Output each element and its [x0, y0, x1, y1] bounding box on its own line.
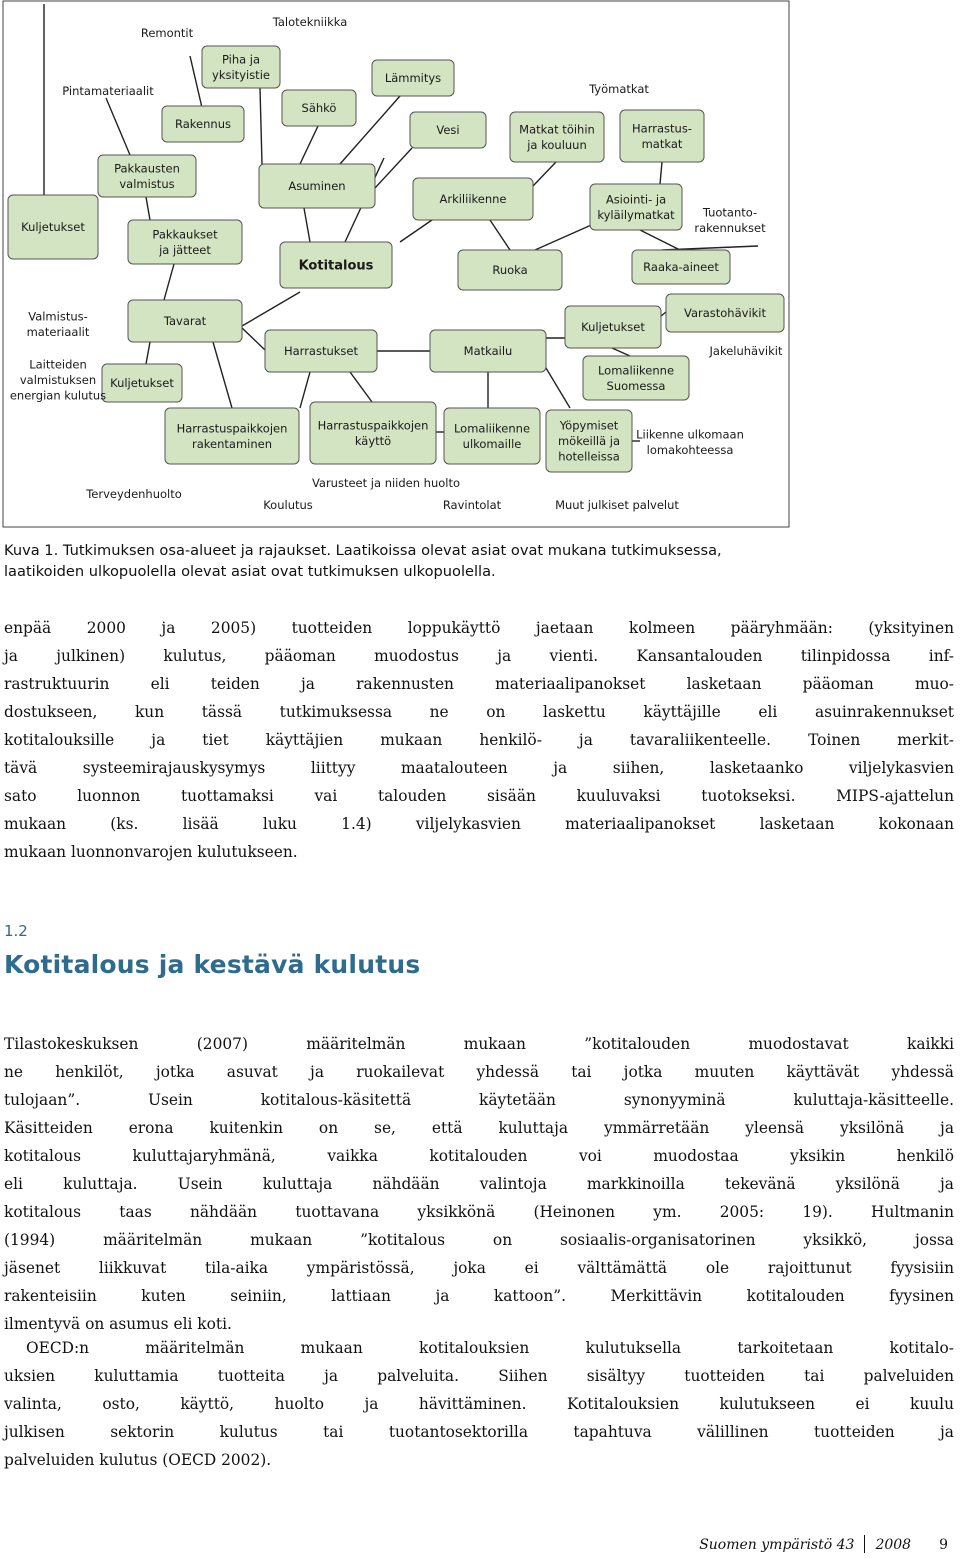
- text-line: valinta, osto, käyttö, huolto ja hävittäminen. Kotitalouksien kulutukseen ei kuulu: [4, 1395, 954, 1413]
- text-line: ilmentyvä on asumus eli koti.: [4, 1315, 232, 1333]
- box-label: Matkat töihin ja kouluun: [519, 122, 595, 152]
- box-harrastuspaikkojen-rakentaminen: [165, 408, 299, 464]
- box-pakkaukset: [128, 220, 242, 264]
- paragraph-1: [4, 614, 954, 866]
- box-harrastuspaikkojen-kaytto: [310, 402, 436, 464]
- text-line: OECD:n määritelmän mukaan kotitalouksien kulutuksella tarkoitetaan kotitalo-: [26, 1339, 954, 1357]
- connector-line: [260, 88, 262, 164]
- caption-line-1: Kuva 1. Tutkimuksen osa-alueet ja rajaukset. Laatikoissa olevat asiat ovat mukana tutkimuksessa,: [4, 542, 722, 559]
- scope-diagram: [0, 0, 960, 532]
- text-line: tävä systeemirajauskysymys liittyy maatalouteen ja siihen, lasketaanko viljelykasvien: [4, 759, 954, 777]
- text-line: mukaan (ks. lisää luku 1.4) viljelykasvien materiaalipanokset lasketaan kokonaan: [4, 815, 954, 833]
- outside-label-talotekniikka: Talotekniikka: [272, 15, 348, 30]
- footer-separator: [864, 1535, 865, 1553]
- connector-line: [375, 148, 412, 188]
- text-line: Tilastokeskuksen (2007) määritelmän mukaan ”kotitalouden muodostavat kaikki: [4, 1035, 954, 1053]
- text-line: enpää 2000 ja 2005) tuotteiden loppukäyttö jaetaan kolmeen pääryhmään: (yksityinen: [4, 619, 954, 637]
- box-label: Harrastukset: [283, 344, 359, 359]
- text-line: sato luonnon tuottamaksi vai talouden sisään kuuluvaksi tuotokseksi. MIPS-ajattelun: [4, 787, 954, 805]
- box-label: Harrastuspaikkojen käyttö: [317, 418, 429, 448]
- box-label: Tavarat: [163, 314, 207, 329]
- box-label: Kuljetukset: [581, 320, 645, 335]
- text-line: tulojaan”. Usein kotitalous-käsitettä käytetään synonyyminä kuluttaja-käsitteelle.: [4, 1091, 954, 1109]
- outside-label-varusteet: Varusteet ja niiden huolto: [311, 476, 461, 491]
- text-line: Käsitteiden erona kuitenkin on se, että kuluttaja ymmärretään yleensä yksilönä ja: [4, 1119, 954, 1137]
- text-line: ja julkinen) kulutus, pääoman muodostus ja vienti. Kansantalouden tilinpidossa inf-: [4, 647, 954, 665]
- connector-line: [304, 208, 310, 242]
- box-label: Varastohävikit: [683, 306, 767, 321]
- box-asiointi: [590, 184, 682, 230]
- box-label: Sähkö: [301, 101, 337, 116]
- text-line: uksien kuluttamia tuotteita ja palveluita. Siihen sisältyy tuotteiden tai palveluiden: [4, 1367, 954, 1385]
- connector-line: [400, 220, 432, 242]
- box-asuminen: [259, 164, 375, 208]
- connector-line: [146, 342, 150, 364]
- text-line: (1994) määritelmän mukaan ”kotitalous on sosiaalis-organisatorinen yksikkö, jossa: [4, 1231, 954, 1249]
- box-label: Lämmitys: [384, 71, 442, 86]
- box-label: Arkiliikenne: [439, 192, 507, 207]
- box-matkailu: [430, 330, 546, 372]
- connector-line: [106, 98, 130, 155]
- box-piha: [202, 46, 280, 88]
- outside-label-terveydenhuolto: Terveydenhuolto: [86, 487, 182, 502]
- connector-line: [490, 220, 510, 250]
- connector-line: [640, 230, 680, 250]
- connector-line: [533, 162, 556, 186]
- outside-label-liikenne-ulkomaan: Liikenne ulkomaan lomakohteessa: [636, 427, 744, 457]
- footer-page-number: 9: [939, 1537, 948, 1553]
- connector-line: [240, 326, 265, 350]
- box-label: Pakkaukset ja jätteet: [152, 227, 218, 257]
- outside-label-muut-julkiset: Muut julkiset palvelut: [555, 498, 679, 513]
- box-matkat-toihin: [510, 112, 604, 162]
- section-title: Kotitalous ja kestävä kulutus: [4, 950, 421, 979]
- box-yopymiset: [546, 410, 632, 472]
- box-vesi: [410, 112, 486, 148]
- outside-label-pintamateriaalit: Pintamateriaalit: [62, 84, 154, 99]
- diagram-boxes: [8, 46, 784, 472]
- box-label: Pakkausten valmistus: [114, 161, 180, 191]
- footer-year: 2008: [875, 1537, 912, 1553]
- box-label: Asiointi- ja kyläilymatkat: [597, 192, 675, 222]
- box-rakennus: [162, 106, 244, 142]
- outside-label-remontit: Remontit: [140, 26, 194, 41]
- text-line: jäsenet liikkuvat tila-aika ympäristössä, joka ei välttämättä ole rajoittunut fyysisiin: [4, 1259, 954, 1277]
- outside-label-jakeluhavikit: Jakeluhävikit: [709, 344, 783, 359]
- connector-line: [300, 126, 318, 164]
- box-lomaliikenne-suomessa: [583, 356, 689, 400]
- connector-line: [300, 372, 310, 408]
- box-label: Lomaliikenne ulkomaille: [453, 421, 531, 451]
- connector-line: [350, 372, 372, 402]
- box-label: Kuljetukset: [110, 376, 174, 391]
- text-line: dostukseen, kun tässä tutkimuksessa ne on laskettu käyttäjille eli asuinrakennukset: [4, 703, 954, 721]
- caption-line-2: laatikoiden ulkopuolella olevat asiat ovat tutkimuksen ulkopuolella.: [4, 563, 496, 580]
- box-tavarat: [128, 300, 242, 342]
- box-kotitalous: [280, 242, 392, 288]
- box-label: Kuljetukset: [21, 220, 85, 235]
- box-varastohavikit: [666, 294, 784, 332]
- connector-line: [242, 292, 300, 326]
- footer-publication: Suomen ympäristö 43: [699, 1537, 855, 1553]
- box-label: Asuminen: [288, 179, 346, 194]
- text-line: eli kuluttaja. Usein kuluttaja nähdään valintoja markkinoilla tekevänä yksilönä ja: [4, 1175, 954, 1193]
- box-label: Lomaliikenne Suomessa: [597, 363, 675, 393]
- connector-line: [164, 264, 174, 300]
- outside-label-valmistusmateriaalit: Valmistus-materiaalit: [26, 309, 90, 339]
- box-label: Vesi: [436, 123, 460, 138]
- box-lammitys: [372, 60, 454, 96]
- text-line: kotitalous kuluttajaryhmänä, vaikka kotitalouden voi muodostaa yksikin henkilö: [4, 1147, 954, 1165]
- connector-line: [661, 312, 666, 316]
- outside-label-tyomatkat: Työmatkat: [589, 82, 649, 97]
- text-line: julkisen sektorin kulutus tai tuotantosektorilla tapahtuva välillinen tuotteiden ja: [4, 1423, 954, 1441]
- connector-line: [612, 348, 630, 356]
- box-label: Harrastus-matkat: [632, 121, 692, 151]
- text-line: rastruktuurin eli teiden ja rakennusten materiaalipanokset lasketaan pääoman muo-: [4, 675, 954, 693]
- box-kuljetukset-mid: [102, 364, 182, 402]
- connector-line: [213, 342, 232, 408]
- text-line: ne henkilöt, jotka asuvat ja ruokailevat yhdessä tai jotka muuten käyttävät yhdessä: [4, 1063, 954, 1081]
- text-line: rakenteisiin kuten seiniin, lattiaan ja kattoon”. Merkittävin kotitalouden fyysinen: [4, 1287, 954, 1305]
- outside-label-ravintolat: Ravintolat: [442, 498, 502, 513]
- box-sahko: [282, 90, 356, 126]
- box-pakkausten-valmistus: [98, 155, 196, 197]
- paragraph-2: [4, 1030, 954, 1338]
- box-harrastusmatkat: [620, 110, 704, 162]
- box-arkiliikenne: [413, 178, 533, 220]
- box-kuljetukset-right: [565, 306, 661, 348]
- box-label: Piha ja yksityistie: [212, 52, 270, 82]
- box-ruoka: [458, 250, 562, 290]
- outside-label-koulutus: Koulutus: [263, 498, 313, 513]
- connector-line: [146, 197, 150, 220]
- box-label: Rakennus: [175, 117, 231, 132]
- box-harrastukset: [265, 330, 377, 372]
- box-kuljetukset-top: [8, 195, 98, 259]
- box-label: Raaka-aineet: [643, 260, 719, 275]
- text-line: kotitalouksille ja tiet käyttäjien mukaan henkilö- ja tavaraliikenteelle. Toinen merkit-: [4, 731, 954, 749]
- box-label: Harrastuspaikkojen rakentaminen: [176, 421, 288, 451]
- paragraph-3: [4, 1334, 954, 1474]
- outside-label-laitteiden: Laitteiden valmistuksen energian kulutus: [9, 357, 107, 403]
- text-line: mukaan luonnonvarojen kulutukseen.: [4, 843, 298, 861]
- connector-line: [660, 162, 662, 184]
- figure-caption: [4, 540, 954, 582]
- text-line: kotitalous taas nähdään tuottavana yksikkönä (Heinonen ym. 2005: 19). Hultmanin: [4, 1203, 954, 1221]
- box-label: Yöpymiset mökeillä ja hotelleissa: [557, 418, 621, 464]
- box-label: Matkailu: [463, 344, 513, 359]
- box-lomaliikenne-ulkomaille: [444, 408, 540, 464]
- section-number: 1.2: [4, 922, 28, 940]
- outside-label-tuotantorakennukset: Tuotanto-rakennukset: [694, 205, 766, 235]
- box-raaka-aineet: [632, 250, 730, 284]
- box-label: Kotitalous: [298, 258, 374, 274]
- box-label: Ruoka: [492, 263, 528, 278]
- text-line: palveluiden kulutus (OECD 2002).: [4, 1451, 272, 1469]
- page-footer: [699, 1535, 948, 1553]
